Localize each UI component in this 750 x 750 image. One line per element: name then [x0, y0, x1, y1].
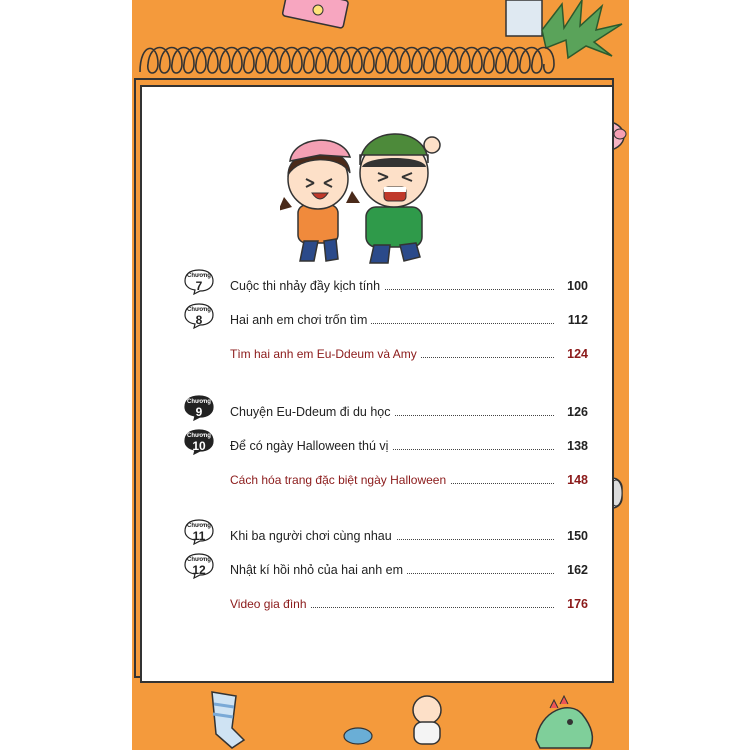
chapter-badge — [184, 395, 214, 421]
chapter-badge — [184, 553, 214, 579]
chapter-badge — [184, 519, 214, 545]
toc-entry-title: Hai anh em chơi trốn tìm — [230, 313, 371, 327]
toc-entry-title: Để có ngày Halloween thú vị — [230, 439, 392, 453]
toc-entry[interactable] — [142, 309, 616, 333]
chapter-word: Chương — [187, 433, 211, 439]
chapter-number: 9 — [195, 405, 203, 419]
chapter-word: Chương — [187, 523, 211, 529]
chapter-badge — [184, 269, 214, 295]
toc-entry[interactable] — [142, 401, 616, 425]
toc-entry-page: 162 — [563, 563, 588, 577]
chapter-word: Chương — [187, 399, 211, 405]
toc-entry[interactable] — [142, 275, 616, 299]
chapter-word: Chương — [187, 557, 211, 563]
siblings-illustration-icon — [280, 115, 450, 265]
toc-entry-title: Cuộc thi nhảy đầy kịch tính — [230, 279, 384, 293]
book-page — [132, 0, 629, 750]
toc-entry[interactable] — [142, 469, 616, 493]
fish-doodle-icon — [340, 720, 380, 750]
toc-entry-title: Video gia đình — [230, 597, 311, 611]
dinosaur-doodle-icon — [530, 690, 600, 750]
chapter-number: 8 — [195, 313, 203, 327]
chapter-number: 10 — [192, 439, 206, 453]
chapter-word: Chương — [187, 307, 211, 313]
toc-entry-page: 100 — [563, 279, 588, 293]
chapter-number: 12 — [192, 563, 206, 577]
toc-entry-page: 176 — [563, 597, 588, 611]
toc-entry[interactable] — [142, 343, 616, 367]
toc-entry-title: Tìm hai anh em Eu-Ddeum và Amy — [230, 347, 421, 361]
chapter-word: Chương — [187, 273, 211, 279]
toc-entry-page: 124 — [563, 347, 588, 361]
toc-entry[interactable] — [142, 525, 616, 549]
toc-entry-title: Nhật kí hồi nhỏ của hai anh em — [230, 563, 407, 577]
toc-entry-title: Cách hóa trang đặc biệt ngày Halloween — [230, 473, 450, 487]
toc-entry-page: 126 — [563, 405, 588, 419]
toc-entry-page: 150 — [563, 529, 588, 543]
sock-doodle-icon — [202, 688, 262, 750]
toc-entry-title: Chuyện Eu-Ddeum đi du học — [230, 405, 395, 419]
chapter-number: 7 — [195, 279, 203, 293]
baby-doodle-icon — [402, 690, 452, 750]
chapter-badge — [184, 429, 214, 455]
toc-entry[interactable] — [142, 435, 616, 459]
toc-entry-page: 138 — [563, 439, 588, 453]
chapter-number: 11 — [192, 529, 206, 543]
toc-entry[interactable] — [142, 593, 616, 617]
toc-entry-page: 148 — [563, 473, 588, 487]
notebook-doodle-icon — [282, 0, 352, 30]
toc-entry[interactable] — [142, 559, 616, 583]
toc-entry-page: 112 — [564, 313, 588, 327]
toc-panel — [140, 85, 614, 683]
chapter-badge — [184, 303, 214, 329]
toc-entry-title: Khi ba người chơi cùng nhau — [230, 529, 396, 543]
